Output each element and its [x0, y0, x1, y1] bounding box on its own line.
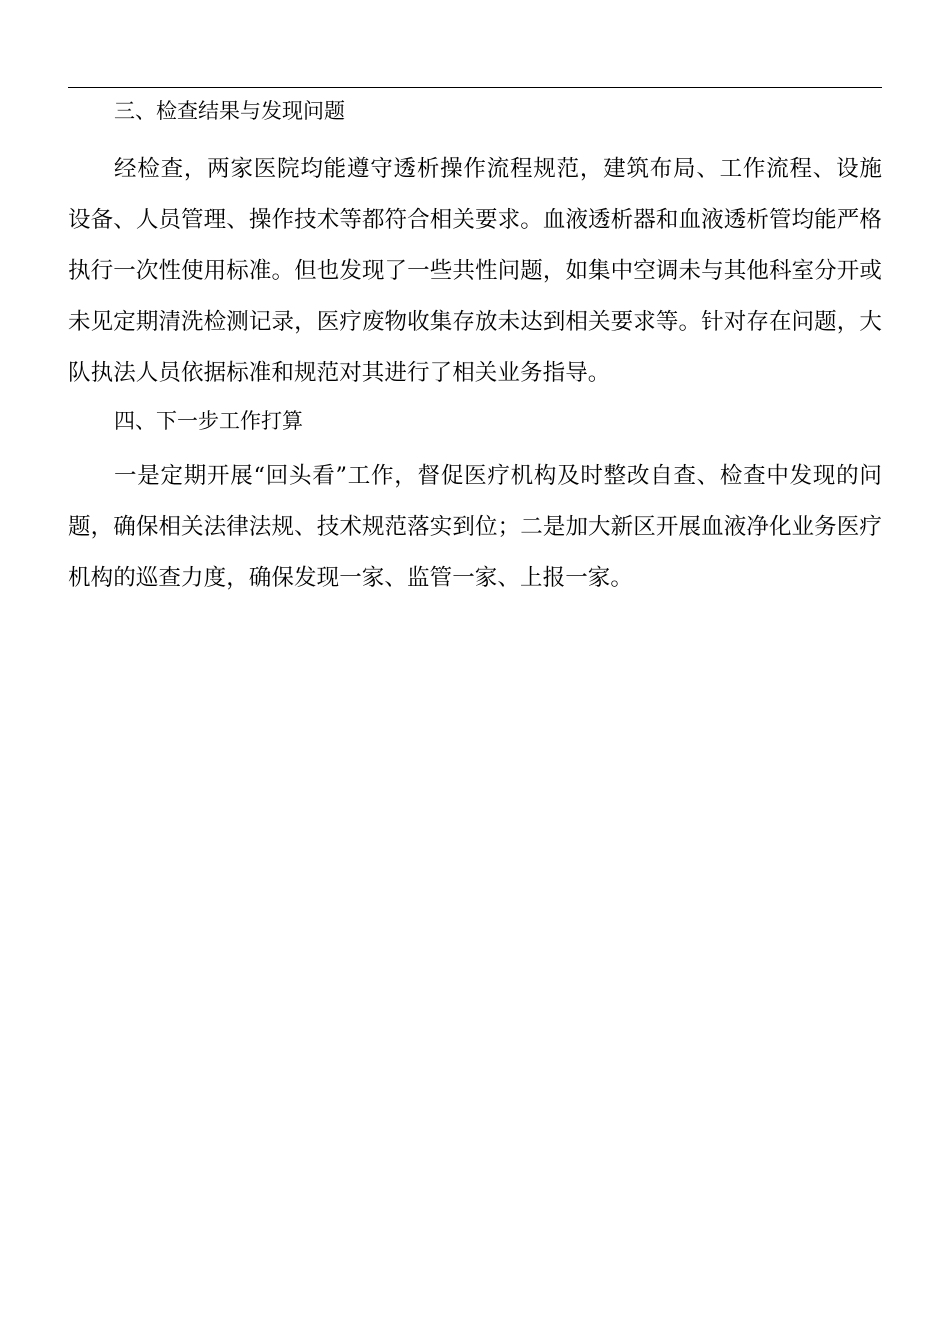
section-4-paragraph: 一是定期开展“回头看”工作，督促医疗机构及时整改自查、检查中发现的问题，确保相关法律法规、技术规范落实到位；二是加大新区开展血液净化业务医疗机构的巡查力度，确保发现一家、监管一家、上报一家。 — [68, 463, 882, 591]
section-3-paragraph: 经检查，两家医院均能遵守透析操作流程规范，建筑布局、工作流程、设施设备、人员管理、操作技术等都符合相关要求。血液透析器和血液透析管均能严格执行一次性使用标准。但也发现了一些共性问题，如集中空调未与其他科室分开或未见定期清洗检测记录，医疗废物收集存放未达到相关要求等。针对存在问题，大队执法人员依据标准和规范对其进行了相关业务指导。 — [68, 156, 882, 386]
section-3-heading: 三、检查结果与发现问题 — [114, 99, 345, 123]
header-rule — [68, 87, 882, 88]
section-4-heading: 四、下一步工作打算 — [114, 409, 303, 433]
document-body — [68, 92, 882, 604]
